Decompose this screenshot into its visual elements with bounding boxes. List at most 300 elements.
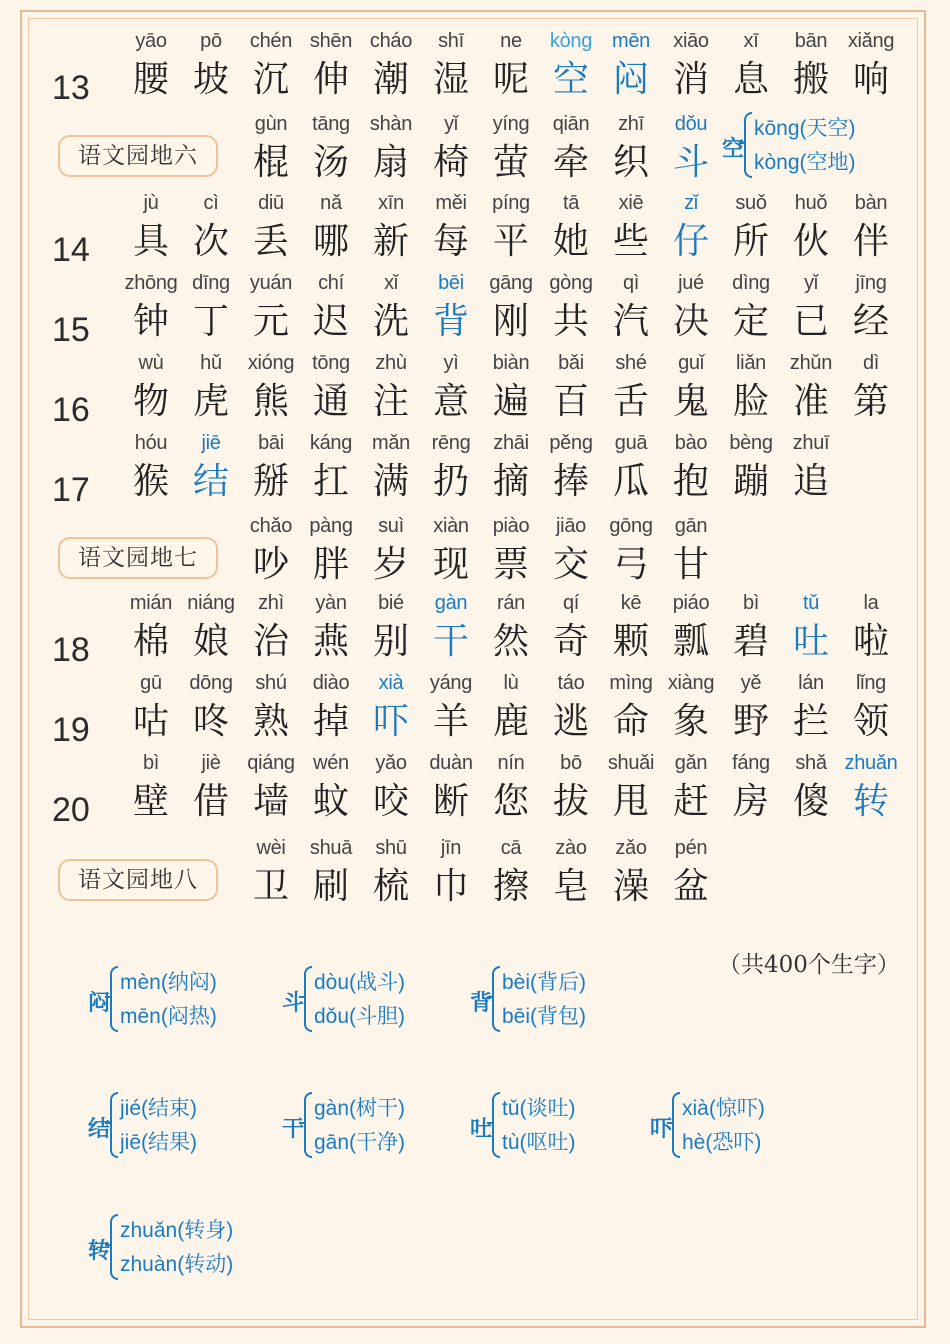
pinyin: qiān <box>552 113 590 135</box>
pinyin: zhī <box>618 113 644 135</box>
hanzi: 断 <box>432 781 469 822</box>
character-cell <box>361 352 421 424</box>
pinyin: zhuī <box>792 432 830 454</box>
pinyin: shēn <box>309 30 353 52</box>
character-cell <box>181 30 241 102</box>
character-cell <box>301 432 361 504</box>
character-cell <box>361 752 421 824</box>
character-cell <box>661 672 721 744</box>
character-cell <box>421 30 481 102</box>
character-cell <box>481 752 541 824</box>
character-cell <box>661 752 721 824</box>
hanzi: 息 <box>732 59 769 100</box>
pinyin: shé <box>615 352 647 374</box>
character-cell <box>421 113 481 185</box>
character-cell <box>721 192 781 264</box>
character-cell <box>301 192 361 264</box>
pinyin: suì <box>378 515 404 537</box>
polyphone-char: 干 <box>282 1116 305 1142</box>
pinyin: cháo <box>369 30 413 52</box>
pinyin: xià <box>378 672 404 694</box>
section-tag: 语文园地六 <box>58 135 218 177</box>
hanzi: 响 <box>852 59 889 100</box>
hanzi: 牵 <box>552 142 589 183</box>
pinyin: yuán <box>249 272 293 294</box>
pinyin: gòng <box>549 272 593 294</box>
hanzi: 别 <box>372 621 409 662</box>
character-cell <box>481 672 541 744</box>
hanzi: 鹿 <box>492 701 529 742</box>
pinyin: gǎn <box>674 752 708 774</box>
hanzi: 经 <box>852 301 889 342</box>
character-cell <box>361 192 421 264</box>
hanzi: 她 <box>552 221 589 262</box>
pinyin: zǎo <box>615 837 647 859</box>
pinyin: káng <box>309 432 353 454</box>
hanzi: 丢 <box>252 221 289 262</box>
character-cell <box>601 113 661 185</box>
hanzi: 盆 <box>672 866 709 907</box>
pinyin: biàn <box>492 352 530 374</box>
pinyin: ne <box>500 30 522 52</box>
character-cell <box>121 672 181 744</box>
hanzi: 呢 <box>492 59 529 100</box>
pinyin: nín <box>497 752 525 774</box>
pinyin: xiàn <box>433 515 469 537</box>
hanzi: 注 <box>372 381 409 422</box>
polyphone-reading: bēi(背包) <box>502 1005 587 1028</box>
character-cell <box>541 837 601 909</box>
hanzi: 转 <box>852 781 889 822</box>
character-cell <box>661 272 721 344</box>
pinyin: tā <box>562 192 580 214</box>
hanzi: 丁 <box>192 301 229 342</box>
character-cell <box>781 752 841 824</box>
pinyin: bié <box>378 592 404 614</box>
pinyin: qiáng <box>247 752 295 774</box>
hanzi: 斗 <box>672 142 709 183</box>
hanzi: 碧 <box>732 621 769 662</box>
hanzi: 洗 <box>372 301 409 342</box>
hanzi: 舌 <box>612 381 649 422</box>
hanzi: 仔 <box>672 221 709 262</box>
pinyin: bǎi <box>558 352 584 374</box>
pinyin: bèng <box>729 432 773 454</box>
character-cell <box>301 752 361 824</box>
character-cell <box>541 515 601 587</box>
pinyin: guǐ <box>678 352 704 374</box>
character-cell <box>421 672 481 744</box>
hanzi: 钟 <box>132 301 169 342</box>
character-cell <box>721 592 781 664</box>
hanzi: 现 <box>432 544 469 585</box>
pinyin: wèi <box>256 837 286 859</box>
hanzi: 消 <box>672 59 709 100</box>
character-cell <box>241 515 301 587</box>
pinyin: xīn <box>378 192 404 214</box>
hanzi: 迟 <box>312 301 349 342</box>
polyphone-reading: xià(惊吓) <box>682 1097 765 1120</box>
pinyin: bān <box>794 30 828 52</box>
hanzi: 卫 <box>252 866 289 907</box>
pinyin: suǒ <box>735 192 767 214</box>
character-cell <box>841 192 901 264</box>
hanzi: 准 <box>792 381 829 422</box>
hanzi: 岁 <box>372 544 409 585</box>
pinyin: zhuǎn <box>844 752 898 774</box>
hanzi: 椅 <box>432 142 469 183</box>
pinyin: jué <box>678 272 704 294</box>
pinyin: qì <box>622 272 640 294</box>
character-cell <box>661 192 721 264</box>
pinyin: niáng <box>187 592 235 614</box>
pinyin: shàn <box>369 113 413 135</box>
character-cell <box>421 432 481 504</box>
hanzi: 满 <box>372 461 409 502</box>
pinyin: dōng <box>189 672 233 694</box>
lesson-number: 16 <box>52 391 90 429</box>
pinyin: la <box>863 592 879 614</box>
character-cell <box>121 192 181 264</box>
hanzi: 蚊 <box>312 781 349 822</box>
character-cell <box>241 432 301 504</box>
character-cell <box>841 592 901 664</box>
character-cell <box>361 30 421 102</box>
character-cell <box>361 515 421 587</box>
character-cell <box>241 837 301 909</box>
character-cell <box>481 113 541 185</box>
hanzi: 已 <box>792 301 829 342</box>
pinyin: dì <box>862 352 880 374</box>
hanzi: 逃 <box>552 701 589 742</box>
pinyin: shú <box>255 672 287 694</box>
pinyin: yāo <box>135 30 167 52</box>
hanzi: 摘 <box>492 461 529 502</box>
character-cell <box>541 752 601 824</box>
pinyin: táo <box>557 672 585 694</box>
character-cell <box>241 672 301 744</box>
polyphone-reading: kōng(天空) <box>754 117 856 140</box>
lesson-number: 17 <box>52 471 90 509</box>
character-cell <box>541 592 601 664</box>
pinyin: gū <box>140 672 162 694</box>
pinyin: xiàng <box>667 672 715 694</box>
pinyin: wù <box>138 352 164 374</box>
hanzi: 吐 <box>792 621 829 662</box>
hanzi: 拔 <box>552 781 589 822</box>
hanzi: 熊 <box>252 381 289 422</box>
pinyin: yáng <box>429 672 473 694</box>
polyphone-reading: hè(恐吓) <box>682 1131 762 1154</box>
pinyin: rán <box>496 592 525 614</box>
pinyin: chén <box>249 30 293 52</box>
brace-shape <box>304 1092 312 1158</box>
pinyin: gōng <box>609 515 653 537</box>
hanzi: 次 <box>192 221 229 262</box>
hanzi: 梳 <box>372 866 409 907</box>
character-cell <box>601 192 661 264</box>
lesson-number: 18 <box>52 631 90 669</box>
character-cell <box>421 352 481 424</box>
character-cell <box>661 352 721 424</box>
character-cell <box>601 30 661 102</box>
hanzi: 捧 <box>552 461 589 502</box>
brace-shape <box>744 112 752 178</box>
polyphone-char: 背 <box>470 990 493 1016</box>
hanzi: 定 <box>732 301 769 342</box>
hanzi: 搬 <box>792 59 829 100</box>
pinyin: shuǎi <box>607 752 655 774</box>
lesson-number: 20 <box>52 791 90 829</box>
hanzi: 羊 <box>432 701 469 742</box>
character-cell <box>721 352 781 424</box>
hanzi: 干 <box>432 621 469 662</box>
polyphone-reading: mēn(闷热) <box>120 1005 217 1028</box>
character-cell <box>601 515 661 587</box>
hanzi: 背 <box>432 301 469 342</box>
pinyin: píng <box>492 192 530 214</box>
pinyin: chǎo <box>249 515 293 537</box>
pinyin: yì <box>443 352 459 374</box>
hanzi: 命 <box>612 701 649 742</box>
character-cell <box>781 30 841 102</box>
character-cell <box>301 672 361 744</box>
pinyin: piáo <box>672 592 710 614</box>
hanzi: 汽 <box>612 301 649 342</box>
pinyin: dìng <box>732 272 770 294</box>
hanzi: 熟 <box>252 701 289 742</box>
character-cell <box>241 592 301 664</box>
character-cell <box>421 837 481 909</box>
pinyin: yǐ <box>804 272 818 294</box>
character-cell <box>781 352 841 424</box>
pinyin: hóu <box>134 432 168 454</box>
hanzi: 抱 <box>672 461 709 502</box>
hanzi: 刚 <box>492 301 529 342</box>
hanzi: 瓜 <box>612 461 649 502</box>
pinyin: shuā <box>309 837 353 859</box>
hanzi: 掰 <box>252 461 289 502</box>
hanzi: 汤 <box>312 142 349 183</box>
character-cell <box>181 272 241 344</box>
pinyin: pàng <box>309 515 353 537</box>
character-cell <box>781 192 841 264</box>
hanzi: 第 <box>852 381 889 422</box>
hanzi: 刷 <box>312 866 349 907</box>
pinyin: shū <box>375 837 407 859</box>
pinyin: gān <box>674 515 708 537</box>
polyphone-char: 结 <box>88 1116 111 1142</box>
hanzi: 腰 <box>132 59 169 100</box>
character-cell <box>841 672 901 744</box>
character-cell <box>241 113 301 185</box>
character-cell <box>601 272 661 344</box>
character-cell <box>721 30 781 102</box>
hanzi: 然 <box>492 621 529 662</box>
pinyin: zhì <box>258 592 284 614</box>
character-cell <box>481 837 541 909</box>
hanzi: 弓 <box>612 544 649 585</box>
lesson-number: 13 <box>52 69 90 107</box>
character-cell <box>541 272 601 344</box>
hanzi: 借 <box>192 781 229 822</box>
hanzi: 咬 <box>372 781 409 822</box>
character-cell <box>301 352 361 424</box>
character-cell <box>841 352 901 424</box>
pinyin: hǔ <box>200 352 222 374</box>
pinyin: fáng <box>732 752 770 774</box>
hanzi: 伸 <box>312 59 349 100</box>
pinyin: xiē <box>618 192 644 214</box>
character-cell <box>241 352 301 424</box>
character-cell <box>301 113 361 185</box>
character-cell <box>421 752 481 824</box>
character-cell <box>661 837 721 909</box>
character-cell <box>781 272 841 344</box>
character-cell <box>601 432 661 504</box>
character-cell <box>181 672 241 744</box>
character-cell <box>481 272 541 344</box>
character-cell <box>721 672 781 744</box>
polyphone-reading: dòu(战斗) <box>314 971 406 994</box>
pinyin: kòng <box>549 30 593 52</box>
polyphone-char: 空 <box>722 136 745 162</box>
lesson-number: 14 <box>52 231 90 269</box>
character-cell <box>181 752 241 824</box>
character-cell <box>601 672 661 744</box>
hanzi: 拦 <box>792 701 829 742</box>
character-cell <box>541 192 601 264</box>
pinyin: xī <box>743 30 759 52</box>
character-cell <box>121 272 181 344</box>
hanzi: 甩 <box>612 781 649 822</box>
pinyin: yě <box>740 672 762 694</box>
character-cell <box>121 592 181 664</box>
character-cell <box>241 30 301 102</box>
pinyin: guā <box>614 432 648 454</box>
polyphone-reading: gàn(树干) <box>314 1097 406 1120</box>
hanzi: 沉 <box>252 59 289 100</box>
pinyin: měi <box>435 192 467 214</box>
character-cell <box>781 672 841 744</box>
character-cell <box>301 515 361 587</box>
lesson-number: 19 <box>52 711 90 749</box>
hanzi: 交 <box>552 544 589 585</box>
pinyin: xiǎng <box>847 30 895 52</box>
pinyin: pō <box>200 30 222 52</box>
hanzi: 坡 <box>192 59 229 100</box>
character-cell <box>781 432 841 504</box>
character-cell <box>181 352 241 424</box>
hanzi: 结 <box>192 461 229 502</box>
character-cell <box>241 752 301 824</box>
character-cell <box>181 192 241 264</box>
pinyin: yǐ <box>444 113 458 135</box>
hanzi: 啦 <box>852 621 889 662</box>
brace-shape <box>110 1092 118 1158</box>
pinyin: lán <box>798 672 824 694</box>
pinyin: yàn <box>315 592 347 614</box>
pinyin: zhǔn <box>789 352 833 374</box>
hanzi: 棍 <box>252 142 289 183</box>
hanzi: 脸 <box>732 381 769 422</box>
pinyin: zào <box>555 837 587 859</box>
character-cell <box>121 752 181 824</box>
pinyin: rēng <box>431 432 471 454</box>
character-cell <box>781 592 841 664</box>
character-cell <box>361 432 421 504</box>
pinyin: xióng <box>247 352 295 374</box>
character-cell <box>361 113 421 185</box>
pinyin: xǐ <box>384 272 398 294</box>
hanzi: 皂 <box>552 866 589 907</box>
hanzi: 通 <box>312 381 349 422</box>
hanzi: 扛 <box>312 461 349 502</box>
character-cell <box>601 837 661 909</box>
pinyin: pěng <box>549 432 593 454</box>
character-cell <box>301 30 361 102</box>
lesson-number: 15 <box>52 311 90 349</box>
hanzi: 颗 <box>612 621 649 662</box>
hanzi: 赶 <box>672 781 709 822</box>
character-cell <box>241 272 301 344</box>
pinyin: bào <box>674 432 708 454</box>
character-cell <box>121 30 181 102</box>
polyphone-char: 转 <box>88 1238 111 1264</box>
pinyin: jīng <box>855 272 887 294</box>
character-cell <box>361 272 421 344</box>
hanzi: 猴 <box>132 461 169 502</box>
pinyin: zhù <box>375 352 407 374</box>
brace-shape <box>672 1092 680 1158</box>
hanzi: 票 <box>492 544 529 585</box>
character-cell <box>661 515 721 587</box>
character-cell <box>541 30 601 102</box>
pinyin: dīng <box>192 272 230 294</box>
pinyin: bàn <box>854 192 888 214</box>
hanzi: 平 <box>492 221 529 262</box>
hanzi: 织 <box>612 142 649 183</box>
pinyin: liǎn <box>736 352 766 374</box>
hanzi: 燕 <box>312 621 349 662</box>
pinyin: nǎ <box>320 192 342 214</box>
character-cell <box>661 432 721 504</box>
polyphone-reading: jié(结束) <box>120 1097 197 1120</box>
pinyin: zhōng <box>124 272 178 294</box>
character-cell <box>661 113 721 185</box>
hanzi: 鬼 <box>672 381 709 422</box>
polyphone-reading: tǔ(谈吐) <box>502 1097 576 1120</box>
pinyin: yíng <box>492 113 530 135</box>
character-cell <box>541 432 601 504</box>
polyphone-reading: bèi(背后) <box>502 971 587 994</box>
pinyin: jiè <box>201 752 221 774</box>
hanzi: 您 <box>492 781 529 822</box>
hanzi: 领 <box>852 701 889 742</box>
pinyin: gàn <box>434 592 468 614</box>
pinyin: xiāo <box>673 30 709 52</box>
pinyin: mǎn <box>371 432 410 454</box>
pinyin: mìng <box>609 672 653 694</box>
hanzi: 吓 <box>372 701 409 742</box>
pinyin: bāi <box>258 432 284 454</box>
character-cell <box>481 515 541 587</box>
hanzi: 元 <box>252 301 289 342</box>
hanzi: 蹦 <box>732 461 769 502</box>
character-cell <box>301 837 361 909</box>
pinyin: tāng <box>312 113 350 135</box>
polyphone-char: 吐 <box>470 1116 493 1142</box>
